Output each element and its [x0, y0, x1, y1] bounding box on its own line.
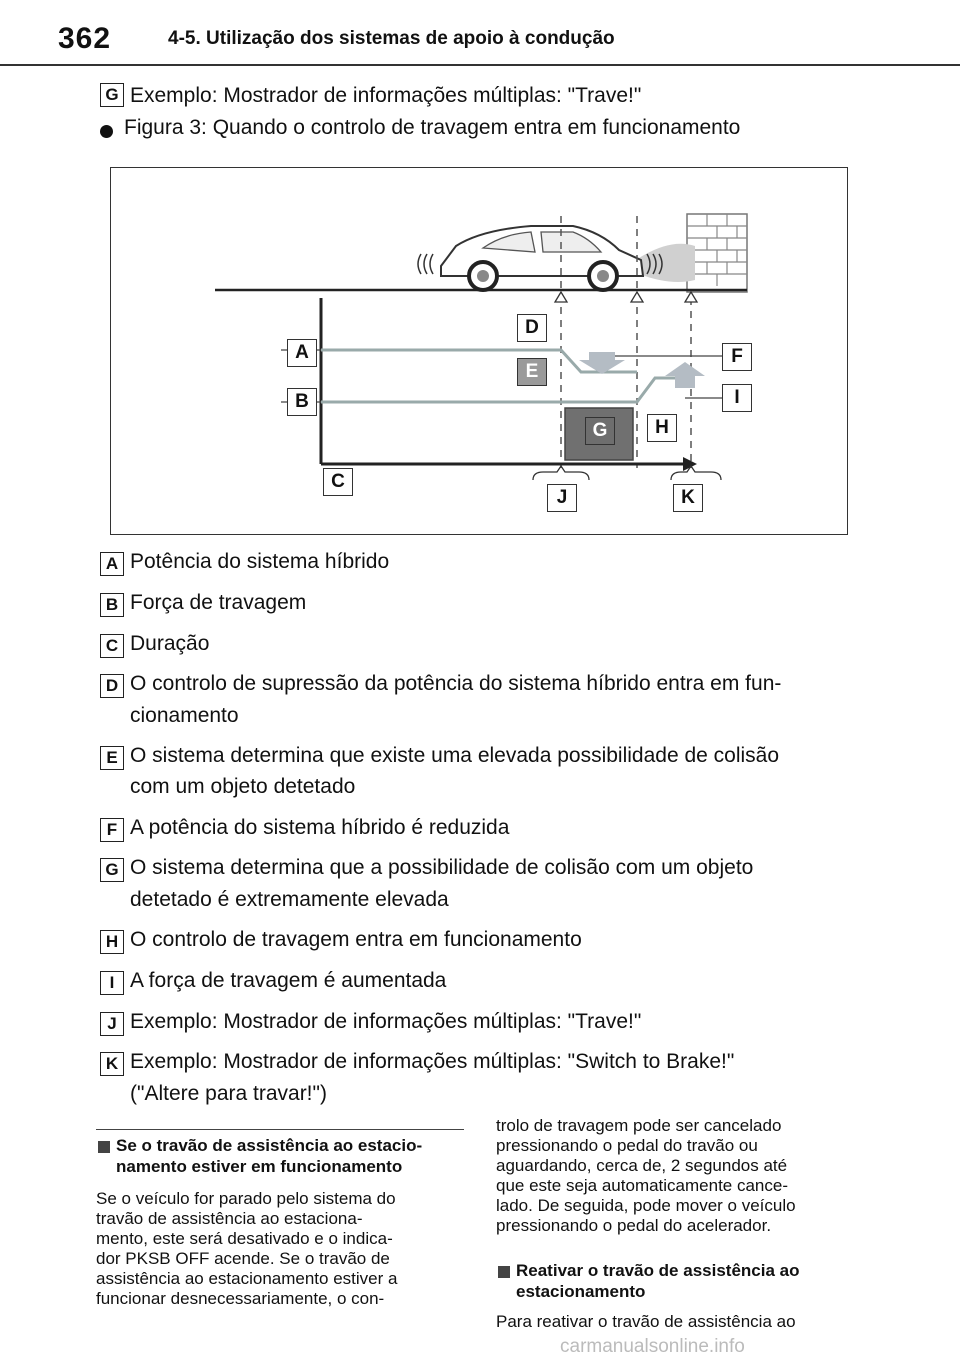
section-title: 4-5. Utilização dos sistemas de apoio à condução: [168, 28, 615, 49]
legend-tag: K: [100, 1052, 124, 1076]
legend-text: A potência do sistema híbrido é reduzida: [130, 816, 510, 839]
figure-braking-diagram: [110, 167, 848, 535]
sensor-beam-icon: [639, 244, 695, 282]
legend-tag: H: [100, 930, 124, 954]
legend-text-cont: com um objeto detetado: [130, 775, 356, 798]
figure-label-d: D: [517, 314, 547, 342]
figure-label-k: K: [673, 484, 703, 512]
legend-tag: E: [100, 746, 124, 770]
legend-text: Exemplo: Mostrador de informações múltiplas: "Switch to Brake!": [130, 1050, 735, 1073]
legend-tag: A: [100, 552, 124, 576]
figure-caption: Figura 3: Quando o controlo de travagem entra em funcionamento: [124, 116, 741, 139]
legend-tag: D: [100, 674, 124, 698]
item-text-g: Exemplo: Mostrador de informações múltiplas: "Trave!": [130, 84, 642, 107]
brick-wall-icon: [687, 214, 747, 292]
x-axis-arrow: [683, 457, 697, 471]
legend-text-cont: detetado é extremamente elevada: [130, 888, 449, 911]
right-body-line: Para reativar o travão de assistência ao: [496, 1312, 796, 1331]
figure-label-g: G: [585, 417, 615, 445]
marker-triangle-2: [631, 292, 643, 302]
legend-text: Força de travagem: [130, 591, 307, 614]
figure-label-e: E: [517, 358, 547, 386]
left-body-line: dor PKSB OFF acende. Se o travão de: [96, 1249, 390, 1268]
car-icon: [418, 226, 662, 290]
left-body-line: travão de assistência ao estaciona-: [96, 1209, 363, 1228]
column-divider: [96, 1129, 464, 1130]
legend-text: A força de travagem é aumentada: [130, 969, 447, 992]
legend-text: Potência do sistema híbrido: [130, 550, 390, 573]
legend-tag: I: [100, 971, 124, 995]
legend-tag: J: [100, 1012, 124, 1036]
bracket-k: [671, 466, 721, 480]
legend-text-cont: cionamento: [130, 704, 239, 727]
legend-text: O sistema determina que a possibilidade de colisão com um objeto: [130, 856, 754, 879]
left-body-line: assistência ao estacionamento estiver a: [96, 1269, 398, 1288]
legend-text: O controlo de travagem entra em funcionamento: [130, 928, 582, 951]
left-body-line: Se o veículo for parado pelo sistema do: [96, 1189, 396, 1208]
legend-text-cont: ("Altere para travar!"): [130, 1082, 327, 1105]
page-number: 362: [58, 22, 112, 55]
marker-triangle-1: [555, 292, 567, 302]
bracket-j: [533, 466, 589, 480]
figure-label-a: A: [287, 339, 317, 367]
item-tag-g: G: [100, 83, 124, 107]
increase-arrow-icon: [665, 362, 705, 388]
right-body-line: que este seja automaticamente cance-: [496, 1176, 789, 1195]
legend-tag: B: [100, 593, 124, 617]
page-header: [0, 0, 960, 66]
legend-tag: C: [100, 634, 124, 658]
left-heading-line-2: namento estiver em funcionamento: [116, 1157, 403, 1176]
right-body-line: aguardando, cerca de, 2 segundos até: [496, 1156, 788, 1175]
figure-label-c: C: [323, 468, 353, 496]
legend-tag: G: [100, 858, 124, 882]
legend-text: O sistema determina que existe uma elevada possibilidade de colisão: [130, 744, 780, 767]
legend-text: Exemplo: Mostrador de informações múltiplas: "Trave!": [130, 1010, 642, 1033]
right-body-line: lado. De seguida, pode mover o veículo: [496, 1196, 796, 1215]
right-body-line: pressionando o pedal do travão ou: [496, 1136, 758, 1155]
left-heading-line-1: Se o travão de assistência ao estacio-: [116, 1136, 423, 1155]
bullet-icon: [100, 125, 113, 138]
left-body-line: funcionar desnecessariamente, o con-: [96, 1289, 385, 1308]
square-bullet-icon: [98, 1141, 110, 1153]
figure-label-j: J: [547, 484, 577, 512]
braking-force-line: [321, 378, 687, 402]
left-body-line: mento, este será desativado e o indica-: [96, 1229, 393, 1248]
figure-label-h: H: [647, 414, 677, 442]
figure-label-i: I: [722, 384, 752, 412]
legend-text: Duração: [130, 632, 210, 655]
figure-label-f: F: [722, 343, 752, 371]
watermark: carmanualsonline.info: [560, 1336, 745, 1357]
right-body-line: pressionando o pedal do acelerador.: [496, 1216, 772, 1235]
right-heading-line-2: estacionamento: [516, 1282, 646, 1301]
square-bullet-icon: [498, 1266, 510, 1278]
figure-label-b: B: [287, 388, 317, 416]
header-divider: [0, 64, 960, 66]
legend-tag: F: [100, 818, 124, 842]
right-heading-line-1: Reativar o travão de assistência ao: [516, 1261, 800, 1280]
marker-triangle-3: [685, 292, 697, 302]
legend-text: O controlo de supressão da potência do sistema híbrido entra em fun-: [130, 672, 782, 695]
right-body-line: trolo de travagem pode ser cancelado: [496, 1116, 782, 1135]
